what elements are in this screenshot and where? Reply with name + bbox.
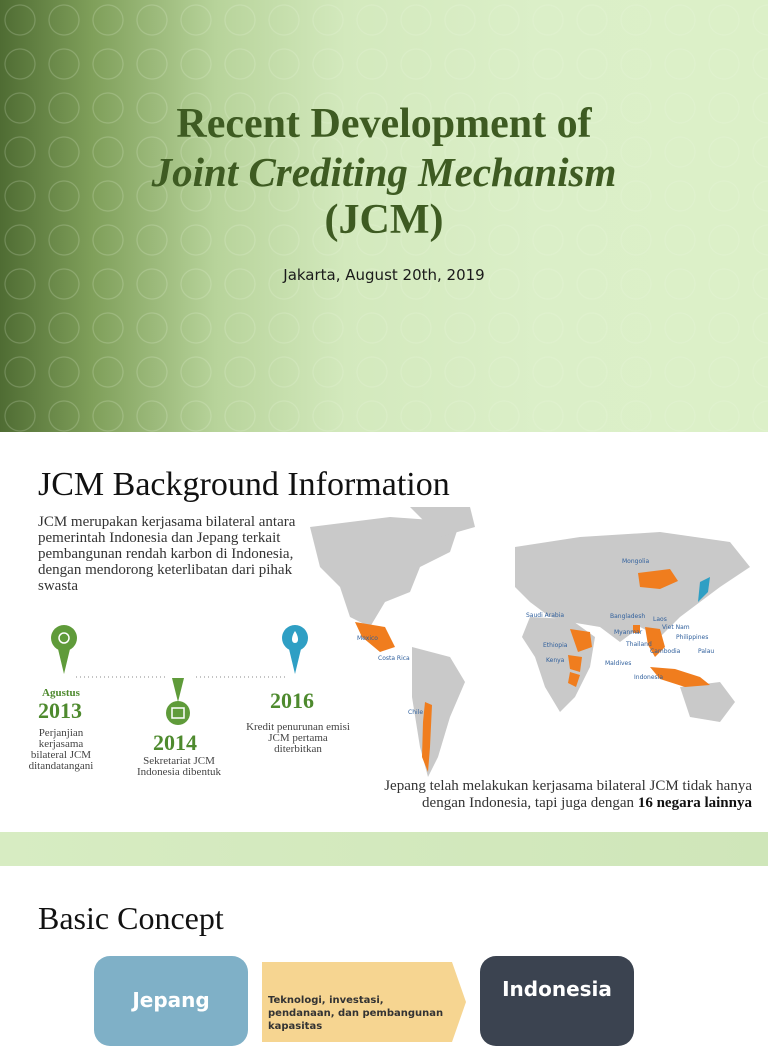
date-location: Jakarta, August 20th, 2019 [283,266,485,284]
map-label: Philippines [676,634,709,641]
water-drop-icon [282,625,308,674]
intro-text: JCM merupakan kerjasama bilateral antara pemerintah Indonesia dan Jepang terkait pembangunan rendah karbon di Indonesia, dengan mendorong keterlibatan dari pihak swasta [38,514,296,594]
map-caption: Jepang telah melakukan kerjasama bilateral JCM tidak hanya dengan Indonesia, tapi juga dengan 16 negara lainnya [384,778,752,811]
slide-heading: JCM Background Information [38,466,450,503]
map-label: Cambodia [650,648,681,655]
map-label: Laos [653,616,667,623]
world-map [300,507,768,787]
timeline-desc: Sekretariat JCM Indonesia dibentuk [136,755,221,778]
timeline-year: 2016 [270,688,314,713]
map-label: Ethiopia [543,642,568,649]
map-label: Chile [408,709,424,716]
calendar-icon [166,678,190,725]
map-label: Kenya [546,657,565,664]
title-slide [0,0,768,432]
map-label: Mongolia [622,558,650,565]
map-label: Saudi Arabia [526,612,565,619]
background-info-slide [0,432,768,832]
globe-icon [51,625,77,674]
slide-heading: Basic Concept [38,900,224,936]
timeline-desc: Kredit penurunan emisi JCM pertama diterbitkan [246,721,350,755]
map-label: Bangladesh [610,613,646,620]
map-label: Viet Nam [662,624,690,631]
map-label: Myanmar [614,629,643,636]
title-line-1: Recent Development of [176,101,592,147]
map-label: Mexico [357,635,378,642]
map-label: Costa Rica [378,655,410,662]
arrow-text: Teknologi, investasi, pendanaan, dan pembangunan kapasitas [268,995,444,1032]
map-label: Indonesia [634,674,664,681]
indonesia-box: Indonesia [480,956,634,1046]
timeline-desc: Perjanjian kerjasama bilateral JCM ditandatangani [28,727,94,772]
timeline-year: 2013 [38,698,82,723]
basic-concept-slide [0,866,768,1032]
title-line-2: Joint Crediting Mechanism [151,149,617,195]
map-label: Maldives [605,660,632,667]
map-label: Palau [698,648,715,655]
title-line-3: (JCM) [324,197,444,243]
japan-box: Jepang [94,956,248,1046]
map-label: Thailand [626,641,652,648]
timeline-year: 2014 [153,730,197,755]
caption-highlight: 16 negara lainnya [637,795,752,811]
slide-divider [0,832,768,866]
timeline-prefix: Agustus [42,687,80,699]
